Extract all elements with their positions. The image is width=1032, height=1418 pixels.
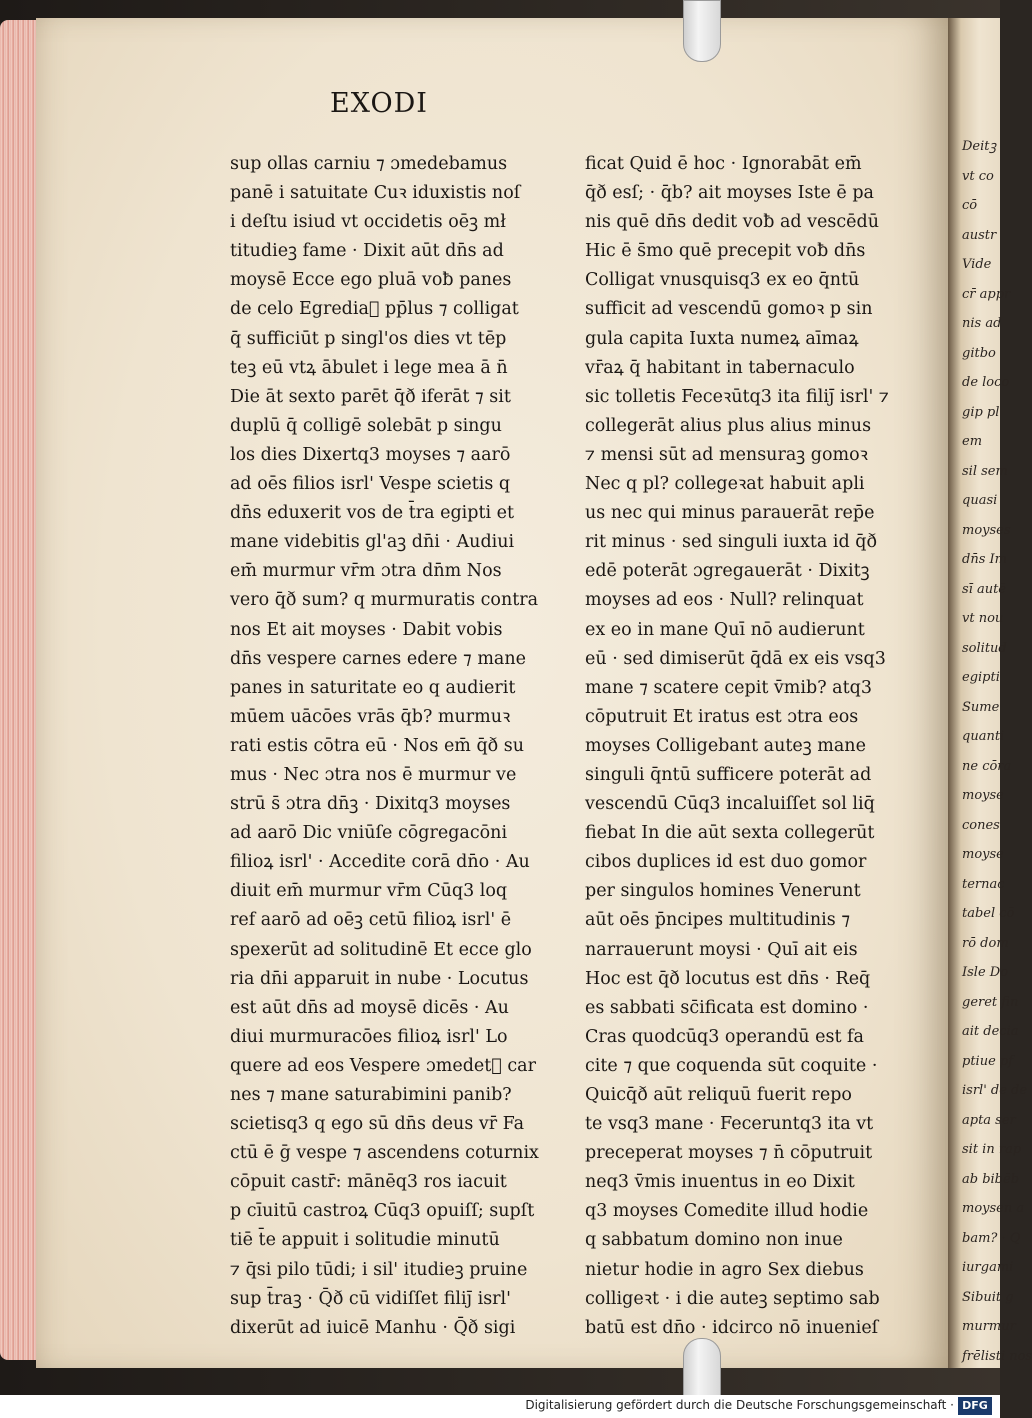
text-line: Nec q pl? collegeꝛat habuit apli — [585, 474, 865, 495]
text-line: rit minus · sed singuli iuxta id q̄ð — [585, 532, 878, 553]
text-line: quere ad eos Vespere ɔmedetᷣ car — [230, 1055, 536, 1076]
text-line: cōpuit castr̄: mānēq3 ros iacuit — [230, 1172, 507, 1193]
next-page-text-fragment: de loco — [962, 375, 1010, 390]
next-page-text-fragment: murmur — [962, 1319, 1016, 1334]
text-line: i deſtu isiud vt occidetis oēꝫ mł — [230, 212, 506, 233]
next-page-text-fragment: rō dom — [962, 935, 1009, 951]
next-page-text-fragment: isrl' de de — [962, 1083, 1028, 1098]
text-line: titudieꝫ fame · Dixit aūt dn̄s ad — [230, 241, 504, 262]
text-line: ctū ē ḡ vespe ⁊ ascendens coturnix — [230, 1143, 539, 1164]
text-line: panes in saturitate eo q audierit — [230, 677, 516, 698]
text-line: strū s̄ ɔtra dn̄ꝫ · Dixitq3 moyses — [230, 794, 511, 815]
text-line: cibos duplices id est duo gomor — [585, 852, 867, 873]
text-line: rati estis cōtra eū · Nos em̄ q̄ð su — [230, 735, 525, 756]
text-line: diui murmuracōes filioꝝ isrl' Lo — [230, 1026, 508, 1047]
text-line: mus · Nec ɔtra nos ē murmur ve — [230, 764, 517, 785]
book-clip-top — [683, 0, 721, 62]
text-line: ad aarō Dic vniūſe cōgregacōni — [230, 823, 508, 844]
next-page-text-fragment: cones — [962, 817, 1000, 833]
text-line: ria dn̄i apparuit in nube · Locutus — [230, 968, 529, 989]
next-page-text-fragment: quanti — [962, 729, 1005, 744]
text-line: nis quē dn̄s dedit voƀ ad vescēdū — [585, 212, 880, 233]
text-column-right — [585, 150, 889, 1343]
text-line: sup ollas carniu ⁊ ɔmedebamus — [230, 154, 508, 174]
next-page-text-fragment: solitud — [962, 640, 1007, 656]
dfg-logo: DFG — [958, 1397, 992, 1415]
next-page-text-fragment: moysen a — [962, 1201, 1025, 1216]
next-page-text-fragment: quasi — [962, 493, 998, 508]
text-line: edē poterāt ɔgregauerāt · Dixitꝫ — [585, 561, 870, 582]
text-line: nes ⁊ mane saturabimini panib? — [230, 1085, 512, 1105]
text-line: te vsq3 mane · Feceruntq3 ita vt — [585, 1114, 874, 1135]
text-line: us nec qui minus parauerāt rep̄e — [585, 503, 875, 524]
text-line: mūem uācōes vrās q̄b? murmuꝛ — [230, 706, 511, 727]
text-line: filioꝝ isrl' · Accedite corā dn̄o · Au — [230, 852, 530, 873]
text-line: scietisq3 q ego sū dn̄s deus vr̄ Fa — [230, 1114, 525, 1135]
next-page-text-fragment: ne cōra — [962, 758, 1012, 774]
text-line: ref aarō ad oēꝫ cetū filioꝝ isrl' ē — [230, 910, 512, 931]
next-page-text-fragment: Sibuit g — [962, 1289, 1014, 1305]
text-line: per singulos homines Venerunt — [585, 881, 861, 902]
next-page-text-fragment: moyse — [962, 788, 1004, 803]
text-line: colligeꝛt · i die auteꝫ septimo sab — [585, 1288, 880, 1309]
next-page-text-fragment: cō — [962, 198, 978, 213]
next-page-text-fragment: bam? · Q — [962, 1230, 1021, 1246]
next-page-text-fragment: gip pl — [962, 404, 1000, 420]
text-line: est aūt dn̄s ad moysē dicēs · Au — [230, 997, 509, 1018]
next-page-text-fragment: ptiue pf — [962, 1053, 1014, 1069]
text-line: Die āt sexto parēt q̄ð iferāt ⁊ sit — [230, 386, 511, 407]
next-page-text-fragment: cr̄ appr — [962, 286, 1011, 302]
text-line: sup t̄raꝫ · Q̄ð cū vidiſſet filiȷ̄ isrl' — [230, 1288, 511, 1309]
text-line: fiebat In die aūt sexta collegerūt — [585, 823, 875, 844]
next-page-fragment — [948, 18, 1032, 1368]
next-page-text-fragment: egipti — [962, 670, 1000, 685]
text-column-left — [230, 150, 539, 1343]
next-page-text-fragment: gitbo — [962, 345, 996, 361]
text-line: Hoc est q̄ð locutus est dn̄s · Req̄ — [585, 968, 871, 989]
text-line: ficat Quid ē hoc · Ignorabāt em̄ — [585, 154, 862, 174]
text-line: tiē t̄e appuit i solitudie minutū — [230, 1230, 500, 1251]
next-page-text-fragment: nis ad — [962, 316, 1002, 331]
next-page-text-fragment: sī autē — [962, 581, 1007, 597]
text-line: cōputruit Et iratus est ɔtra eos — [585, 706, 859, 727]
text-line: q sabbatum domino non inue — [585, 1230, 843, 1251]
text-line: nietur hodie in agro Sex diebus — [585, 1259, 864, 1280]
text-line: dixerūt ad iuicē Manhu · Q̄ð sigi — [230, 1317, 516, 1338]
text-line: dn̄s vespere carnes edere ⁊ mane — [230, 648, 526, 669]
text-line: mane ⁊ scatere cepit v̄mib? atq3 — [585, 677, 872, 698]
footer-bar — [0, 1395, 1000, 1418]
text-line: preceperat moyses ⁊ n̄ cōputruit — [585, 1143, 873, 1164]
text-line: diuit em̄ murmur vr̄m Cūq3 loq — [230, 881, 508, 902]
next-page-text-fragment: em — [962, 434, 983, 449]
text-line: q̄ sufficiūt p singl'os dies vt tēp — [230, 328, 507, 349]
text-line: ⁊ mensi sūt ad mensuraꝫ gomoꝛ — [585, 444, 868, 465]
text-line: em̄ murmur vr̄m ɔtra dn̄m Nos — [230, 561, 502, 582]
next-page-text-fragment: iurgami — [962, 1260, 1014, 1275]
next-page-text-fragment: ab bibēb — [962, 1171, 1020, 1187]
text-line: Colligat vnusquisq3 ex eo q̄ntū — [585, 270, 860, 291]
text-line: cite ⁊ que coquenda sūt coquite · — [585, 1055, 878, 1076]
text-line: moyses ad eos · Null? relinquat — [585, 590, 864, 611]
text-line: sic tolletis Feceꝛūtq3 ita filiȷ̄ isrl' ⁊ — [585, 386, 889, 407]
next-page-text-fragment: austr — [962, 227, 997, 243]
book-clip-bottom — [683, 1338, 721, 1400]
next-page-text-fragment: Deitꝫ — [962, 139, 997, 154]
text-line: q̄ð esſ; · q̄b? ait moyses Iste ē pa — [585, 183, 874, 204]
text-line: eū · sed dimiserūt q̄dā ex eis vsq3 — [585, 648, 886, 669]
text-line: batū est dn̄o · idcirco nō inuenieſ — [585, 1317, 879, 1338]
text-line: panē i satuitate Cuꝛ iduxistis noſ — [230, 183, 521, 204]
text-line: p cīuitū castroꝝ Cūq3 opuiſſ; supſt — [230, 1201, 535, 1222]
text-line: collegerāt alius plus alius minus — [585, 415, 872, 436]
text-line: ex eo in mane Quī nō audierunt — [585, 619, 865, 640]
footer-credit: Digitalisierung gefördert durch die Deutsche Forschungsgemeinschaft · — [525, 1398, 954, 1412]
next-page-text-fragment: tabel cō — [962, 906, 1015, 921]
text-line: los dies Dixertq3 moyses ⁊ aarō — [230, 444, 511, 465]
next-page-text-fragment: frēlisti nos — [962, 1348, 1032, 1364]
text-line: vero q̄ð sum? q murmuratis contra — [230, 590, 539, 611]
running-header: EXODI — [330, 88, 428, 119]
text-line: aūt oēs p̄ncipes multitudinis ⁊ — [585, 910, 851, 931]
next-page-text-fragment: moyse — [962, 847, 1004, 862]
next-page-text-fragment: geret fin — [962, 994, 1019, 1010]
text-line: Hic ē s̄mo quē precepit voƀ dn̄s — [585, 241, 866, 262]
next-page-text-fragment: Sume — [962, 699, 1000, 715]
next-page-text-fragment: ternac — [962, 876, 1005, 892]
text-line: singuli q̄ntū sufficere poterāt ad — [585, 764, 872, 785]
text-line: de celo Egrediaᷣ pp̄lus ⁊ colligat — [230, 299, 519, 320]
next-page-text-fragment: vt co — [962, 168, 994, 184]
text-line: duplū q̄ colligē solebāt p singu — [230, 415, 502, 436]
text-line: neq3 v̄mis inuentus in eo Dixit — [585, 1172, 855, 1193]
text-line: Quicq̄ð aūt reliquū fuerit repo — [585, 1085, 852, 1105]
text-line: vr̄aꝝ q̄ habitant in tabernaculo — [585, 357, 855, 378]
text-line: ⁊ q̄si pilo tūdi; i sil' itudieꝫ pruine — [230, 1259, 528, 1280]
text-line: nos Et ait moyses · Dabit vobis — [230, 619, 503, 640]
text-line: gula capita Iuxta numeꝝ aīmaꝝ — [585, 328, 859, 349]
next-page-text-fragment: apta ser — [962, 1112, 1016, 1128]
next-page-text-fragment: vt nou — [962, 611, 1004, 626]
text-line: narrauerunt moysi · Quī ait eis — [585, 939, 858, 960]
next-page-text-fragment: Vide — [962, 257, 992, 272]
text-line: ad oēs filios isrl' Vespe scietis q — [230, 474, 511, 495]
text-line: teꝫ eū vtꝝ ābulet i lege mea ā n̄ — [230, 357, 508, 378]
text-line: moysē Ecce ego pluā voƀ panes — [230, 270, 512, 291]
text-line: dn̄s eduxerit vos de t̄ra egipti et — [230, 503, 515, 524]
text-line: mane videbitis gl'aꝫ dn̄i · Audiui — [230, 532, 515, 553]
next-page-text-fragment: sit in rap — [962, 1142, 1022, 1157]
text-line: Cras quodcūq3 operandū est fa — [585, 1026, 864, 1047]
next-page-text-fragment: moyses — [962, 522, 1011, 538]
text-line: moyses Colligebant auteꝫ mane — [585, 735, 866, 756]
next-page-text-fragment: ait decia — [962, 1024, 1019, 1039]
text-line: q3 moyses Comedite illud hodie — [585, 1201, 869, 1222]
next-page-text-fragment: Isle Do — [962, 965, 1009, 980]
text-line: es sabbati sc̄ificata est domino · — [585, 997, 869, 1018]
text-line: sufficit ad vescendū gomoꝛ p sin — [585, 299, 873, 320]
text-line: vescendū Cūq3 incaluiſſet sol liq̄ — [585, 794, 875, 815]
text-line: spexerūt ad solitudinē Et ecce glo — [230, 939, 532, 960]
next-page-text-fragment: dn̄s Im — [962, 552, 1007, 567]
next-page-text-fragment: sil sem — [962, 463, 1008, 479]
